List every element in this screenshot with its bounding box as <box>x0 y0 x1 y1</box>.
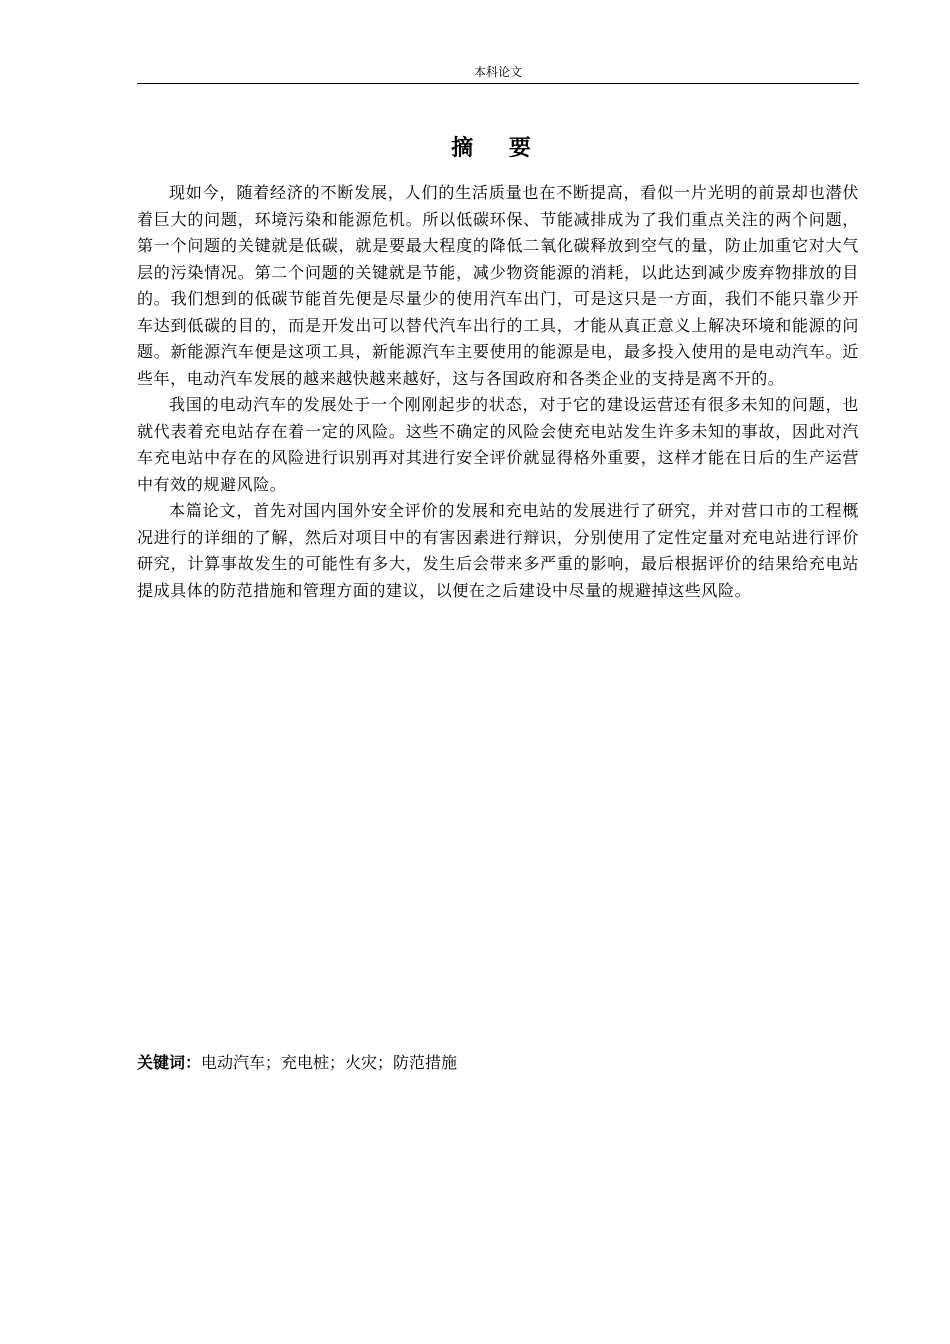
abstract-paragraph-3: 本篇论文，首先对国内国外安全评价的发展和充电站的发展进行了研究，并对营口市的工程概况进行的详细的了解，然后对项目中的有害因素进行辩识，分别使用了定性定量对充电站进行评价研究，计算事故发生的可能性有多大，发生后会带来多严重的影响，最后根据评价的结果给充电站提成具体的防范措施和管理方面的建议，以便在之后建设中尽量的规避掉这些风险。 <box>137 501 859 600</box>
abstract-title: 摘 要 <box>451 136 545 161</box>
abstract-paragraph-1: 现如今，随着经济的不断发展，人们的生活质量也在不断提高，看似一片光明的前景却也潜伏着巨大的问题，环境污染和能源危机。所以低碳环保、节能减排成为了我们重点关注的两个问题，第一个问题的关键就是低碳，就是要最大程度的降低二氧化碳释放到空气的量，防止加重它对大气层的污染情况。第二个问题的关键就是节能，减少物资能源的消耗，以此达到减少废弃物排放的目的。我们想到的低碳节能首先便是尽量少的使用汽车出门，可是这只是一方面，我们不能只靠少开车达到低碳的目的，而是开发出可以替代汽车出行的工具，才能从真正意义上解决环境和能源的问题。新能源汽车便是这项工具，新能源汽车主要使用的能源是电，最多投入使用的是电动汽车。近些年，电动汽车发展的越来越快越来越好，这与各国政府和各类企业的支持是离不开的。 <box>137 183 859 388</box>
keywords-label: 关键词： <box>137 1053 202 1072</box>
running-header: 本科论文 <box>473 65 522 79</box>
header-rule <box>137 83 859 84</box>
abstract-paragraph-2: 我国的电动汽车的发展处于一个刚刚起步的状态，对于它的建设运营还有很多未知的问题，也就代表着充电站存在着一定的风险。这些不确定的风险会使充电站发生许多未知的事故，因此对汽车充电站中存在的风险进行识别再对其进行安全评价就显得格外重要，这样才能在日后的生产运营中有效的规避风险。 <box>137 395 859 494</box>
keywords-value: 电动汽车；充电桩；火灾；防范措施 <box>201 1053 458 1072</box>
abstract-body <box>137 180 859 604</box>
keywords-line <box>137 1050 859 1076</box>
